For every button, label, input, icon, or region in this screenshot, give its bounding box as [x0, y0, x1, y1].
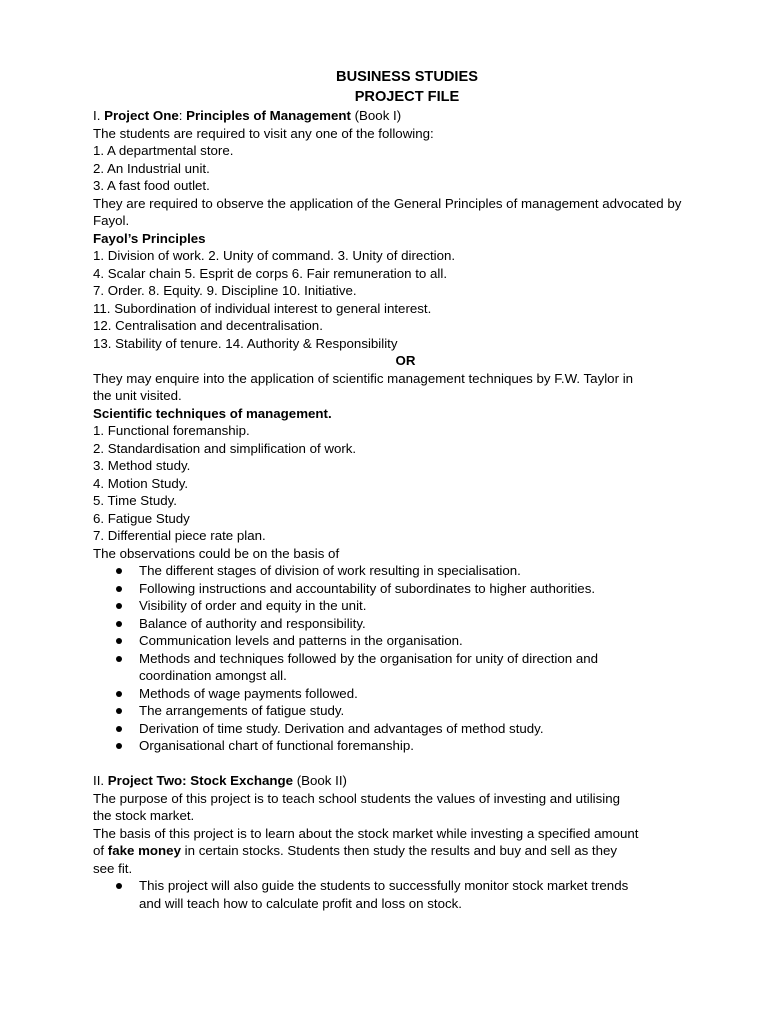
- section-gap: [93, 755, 733, 773]
- taylor-text-line-1: They may enquire into the application of scientific management techniques by F.W. Taylor in: [93, 370, 634, 386]
- list-item: 12. Centralisation and decentralisation.: [93, 318, 323, 333]
- list-item: 3. A fast food outlet.: [93, 178, 210, 193]
- list-item: 1. Division of work. 2. Unity of command. 3. Unity of direction.: [93, 248, 456, 263]
- project-one-intro: The students are required to visit any one of the following:: [93, 125, 434, 141]
- list-item: This project will also guide the students to successfully monitor stock market trends and will teach how to calculate profit and loss on stock.: [116, 877, 733, 912]
- list-item: 7. Differential piece rate plan.: [93, 528, 266, 543]
- project-one-heading: I. Project One: Principles of Management (Book I): [93, 108, 402, 123]
- list-item: Visibility of order and equity in the unit.: [116, 597, 733, 615]
- list-item: 1. A departmental store.: [93, 143, 234, 158]
- list-item: 1. Functional foremanship.: [93, 423, 250, 438]
- fayol-principles-list: [93, 247, 733, 352]
- list-item: 2. An Industrial unit.: [93, 160, 210, 176]
- list-item: 13. Stability of tenure. 14. Authority & Responsibility: [93, 335, 398, 351]
- document-content: [93, 67, 733, 912]
- observe-text-line-2: Fayol.: [93, 213, 130, 228]
- scientific-heading: Scientific techniques of management.: [93, 405, 332, 421]
- project-two-heading: II. Project Two: Stock Exchange (Book II): [93, 773, 347, 788]
- project-two-bullets: [93, 877, 733, 912]
- title-line-1: BUSINESS STUDIES: [336, 69, 478, 85]
- list-item: 6. Fatigue Study: [93, 510, 190, 526]
- basis-text-line-2: of fake money in certain stocks. Students then study the results and buy and sell as they: [93, 843, 618, 858]
- observe-text-line-1: They are required to observe the application of the General Principles of management advocated by: [93, 195, 682, 211]
- list-item: Methods of wage payments followed.: [116, 685, 733, 703]
- or-separator: OR: [395, 353, 416, 368]
- list-item: Following instructions and accountability of subordinates to higher authorities.: [116, 580, 733, 598]
- list-item: 5. Time Study.: [93, 493, 178, 508]
- list-item: Organisational chart of functional foremanship.: [116, 737, 733, 755]
- purpose-text-line-1: The purpose of this project is to teach school students the values of investing and utilising: [93, 790, 621, 806]
- list-item: The different stages of division of work resulting in specialisation.: [116, 562, 733, 580]
- fayol-heading: Fayol’s Principles: [93, 230, 206, 246]
- observations-list: [93, 562, 733, 755]
- list-item: Communication levels and patterns in the organisation.: [116, 632, 733, 650]
- list-item: 4. Motion Study.: [93, 475, 189, 491]
- taylor-text-line-2: the unit visited.: [93, 388, 182, 403]
- list-item: 4. Scalar chain 5. Esprit de corps 6. Fair remuneration to all.: [93, 265, 448, 281]
- observations-intro: The observations could be on the basis of: [93, 545, 340, 561]
- list-item: The arrangements of fatigue study.: [116, 702, 733, 720]
- list-item: Balance of authority and responsibility.: [116, 615, 733, 633]
- list-item: 7. Order. 8. Equity. 9. Discipline 10. Initiative.: [93, 283, 357, 298]
- scientific-techniques-list: [93, 422, 733, 545]
- visit-options-list: [93, 142, 733, 195]
- list-item: Methods and techniques followed by the organisation for unity of direction and coordination amongst all.: [116, 650, 733, 685]
- list-item: Derivation of time study. Derivation and advantages of method study.: [116, 720, 733, 738]
- list-item: 2. Standardisation and simplification of work.: [93, 440, 357, 456]
- list-item: 11. Subordination of individual interest to general interest.: [93, 300, 432, 316]
- list-item: 3. Method study.: [93, 458, 191, 473]
- basis-text-line-1: The basis of this project is to learn about the stock market while investing a specified amount: [93, 825, 639, 841]
- basis-text-line-3: see fit.: [93, 860, 133, 876]
- purpose-text-line-2: the stock market.: [93, 808, 195, 823]
- title-line-2: PROJECT FILE: [354, 89, 460, 105]
